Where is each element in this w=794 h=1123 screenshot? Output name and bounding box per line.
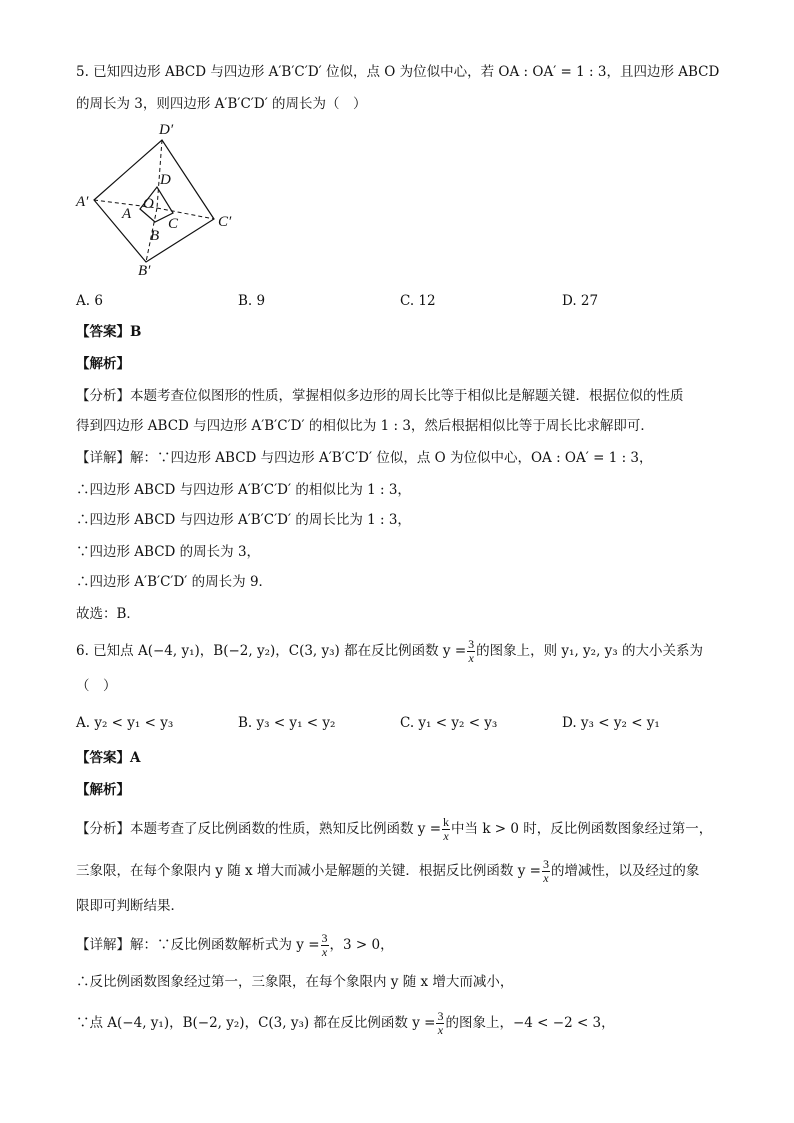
q6-answer: 【答案】A [76,750,141,766]
q5-stem-line1: 5. 已知四边形 ABCD 与四边形 A′B′C′D′ 位似，点 O 为位似中心，若 OA : OA′ = 1 : 3，且四边形 ABCD [76,64,720,80]
fraction: $\frac{3}{x}$ [542,857,549,885]
label-c-prime: C′ [218,214,232,230]
q6-option-a: A. y₂ < y₁ < y₃ [76,715,174,731]
q5-answer: 【答案】B [76,324,142,340]
q6-analysis-line: 限即可判断结果． [76,898,184,914]
label-o: O [143,196,154,212]
label-d: D [160,172,171,188]
fraction: $\frac{3}{x}$ [321,931,328,959]
label-b: B [150,228,160,244]
q5-analysis-line: 得到四边形 ABCD 与四边形 A′B′C′D′ 的相似比为 1 : 3，然后根据相似比等于周长比求解即可． [76,418,654,434]
q5-analysis-line: 【详解】解：∵四边形 ABCD 与四边形 A′B′C′D′ 位似，点 O 为位似中心，OA : OA′ = 1 : 3， [76,450,653,466]
q5-analysis-line: ∵四边形 ABCD 的周长为 3， [76,544,261,560]
q6-stem-post: 的图象上，则 y₁, y₂, y₃ 的大小关系为 [476,643,704,659]
q6-stem-pre: 6. 已知点 A(−4, y₁)，B(−2, y₂)，C(3, y₃) 都在反比例函数 y = [76,643,467,659]
label-a-prime: A′ [76,194,89,210]
q5-analysis-line: ∴四边形 ABCD 与四边形 A′B′C′D′ 的周长比为 1 : 3， [76,512,411,528]
q6-analysis-line: 【分析】本题考查了反比例函数的性质，熟知反比例函数 y = $\frac{k}{x}$ 中当 k > 0 时，反比例函数图象经过第一， [76,815,713,843]
label-d-prime: D′ [159,122,174,138]
q6-option-c: C. y₁ < y₂ < y₃ [400,715,498,731]
q5-option-b: B. 9 [238,293,266,309]
fraction: $\frac{3}{x}$ [437,1009,444,1037]
fraction: $\frac{k}{x}$ [443,815,450,843]
q5-analysis-line: ∴四边形 A′B′C′D′ 的周长为 9． [76,574,273,590]
q5-analysis-line: 故选：B． [76,606,140,622]
q5-option-a: A. 6 [76,293,103,309]
q6-detail-line: ∵点 A(−4, y₁)，B(−2, y₂)，C(3, y₃) 都在反比例函数 y = $\frac{3}{x}$ 的图象上，−4 < −2 < 3， [76,1009,615,1037]
q6-stem-line1 [76,638,703,665]
q6-detail-line: ∴反比例函数图象经过第一，三象限，在每个象限内 y 随 x 增大而减小， [76,974,514,990]
label-a: A [122,206,132,222]
q5-option-c: C. 12 [400,293,436,309]
label-b-prime: B′ [138,263,151,278]
q6-analysis-heading: 【解析】 [76,782,130,798]
q6-analysis-line: 三象限，在每个象限内 y 随 x 增大而减小是解题的关键．根据反比例函数 y = $\frac{3}{x}$ 的增减性，以及经过的象 [76,857,700,885]
q5-stem-line2: 的周长为 3，则四边形 A′B′C′D′ 的周长为（ ） [76,96,367,112]
q6-stem-line2: （ ） [76,678,117,694]
q5-analysis-line: 【分析】本题考查位似图形的性质，掌握相似多边形的周长比等于相似比是解题关键．根据位似的性质 [76,388,684,404]
q6-option-d: D. y₃ < y₂ < y₁ [562,715,660,731]
q6-detail-line: 【详解】解：∵反比例函数解析式为 y = $\frac{3}{x}$ ，3 > 0， [76,931,394,959]
fraction: $\frac{3}{x}$ [468,637,475,665]
q6-option-b: B. y₃ < y₁ < y₂ [238,715,336,731]
q5-analysis-heading: 【解析】 [76,356,130,372]
q5-analysis-line: ∴四边形 ABCD 与四边形 A′B′C′D′ 的相似比为 1 : 3， [76,482,411,498]
label-c: C [168,216,179,232]
homothety-figure [70,118,250,278]
q5-option-d: D. 27 [562,293,599,309]
